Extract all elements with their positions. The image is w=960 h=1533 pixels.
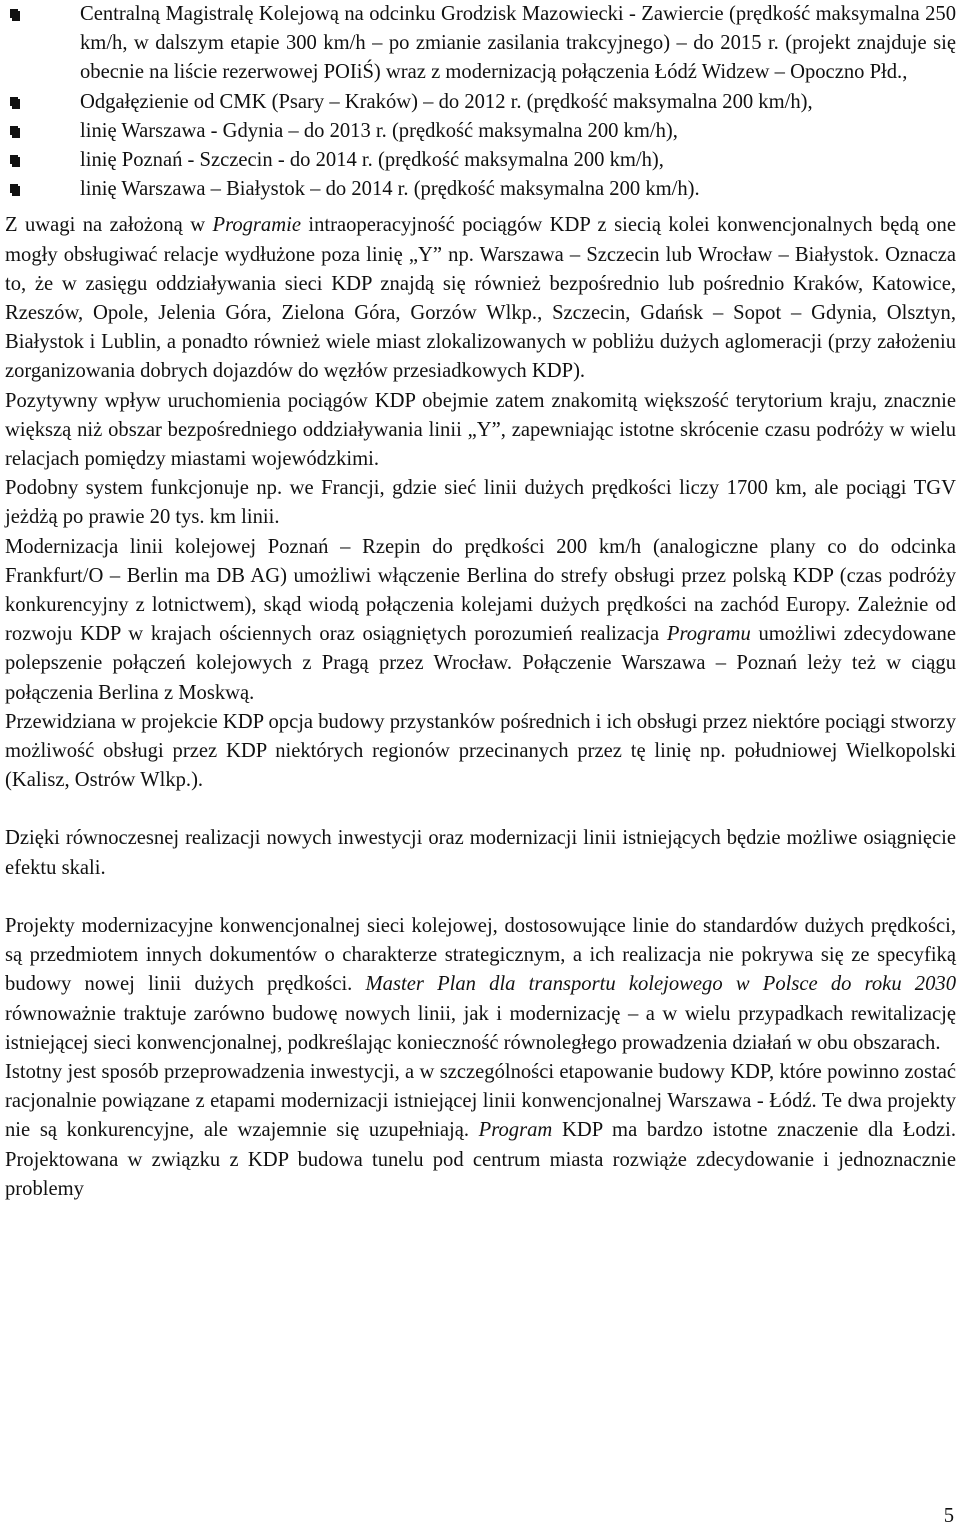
italic-text: Program bbox=[478, 1119, 553, 1142]
text-run: Modernizacja linii kolejowej Poznań – Rzepin do prędkości 200 km/h (analogiczne plany co do odcinka Frankfurt/O – Berlin ma DB AG) umożliwi włączenie Berlina do strefy obsługi przez polską KDP (czas podróży konkurencyjny z lotnictwem), skąd wiodą połączenia kolejami dużych prędkości na zachód Europy. Zależnie od rozwoju KDP w krajach ościennych oraz osiągniętych porozumień realizacja bbox=[5, 535, 956, 646]
list-item bbox=[5, 117, 956, 146]
list-item-text: Odgałęzienie od CMK (Psary – Kraków) – do 2012 r. (prędkość maksymalna 200 km/h), bbox=[80, 90, 813, 113]
square-bullet-icon bbox=[10, 9, 20, 21]
text-run: Z uwagi na założoną w bbox=[5, 214, 213, 237]
text-run: intraoperacyjność pociągów KDP z siecią kolei konwencjonalnych będą one mogły obsługiwać relacje wydłużone poza linię „Y” np. Warszawa – Szczecin lub Wrocław – Białystok. Oznacza to, że w zasięgu oddziaływania sieci KDP znajdą się również bezpośrednio lub pośrednio Kraków, Katowice, Rzeszów, Opole, Jelenia Góra, Zielona Góra, Gorzów Wlkp., Szczecin, Gdańsk – Sopot – Gdynia, Olsztyn, Białystok i Lublin, a ponadto również wiele miast zlokalizowanych w pobliżu dużych aglomeracji (przy założeniu zorganizowania dobrych dojazdów do węzłów przesiadkowych KDP). bbox=[5, 214, 956, 383]
list-item-text: linię Warszawa - Gdynia – do 2013 r. (prędkość maksymalna 200 km/h), bbox=[80, 119, 678, 142]
square-bullet-icon bbox=[10, 126, 20, 138]
italic-text: Programu bbox=[666, 623, 751, 646]
bullet-list bbox=[5, 0, 956, 204]
list-item-text: linię Poznań - Szczecin - do 2014 r. (prędkość maksymalna 200 km/h), bbox=[80, 149, 664, 172]
paragraph-economies-of-scale: Dzięki równoczesnej realizacji nowych inwestycji oraz modernizacji linii istniejących będzie możliwe osiągnięcie efektu skali. bbox=[5, 827, 956, 879]
list-item bbox=[5, 88, 956, 117]
paragraph-kdp-interoperability bbox=[5, 211, 956, 386]
paragraph-modernization-projects bbox=[5, 912, 956, 1058]
paragraph-positive-impact: Pozytywny wpływ uruchomienia pociągów KDP obejmie zatem znakomitą większość terytorium kraju, znacznie większą niż obszar bezpośredniego oddziaływania linii „Y”, zapewniając istotne skrócenie czasu podróży w wielu relacjach pomiędzy miastami wojewódzkimi. bbox=[5, 389, 956, 471]
text-run: umożliwi zdecydowane polepszenie połączeń kolejowych z Pragą przez Wrocław. Połączenie Warszawa – Poznań leży też w ciągu połączenia Berlina z Moskwą. bbox=[5, 623, 956, 704]
square-bullet-icon bbox=[10, 97, 20, 109]
text-run: KDP ma bardzo istotne znaczenie dla Łodzi. Projektowana w związku z KDP budowa tunelu pod centrum miasta rozwiąże zdecydowanie i jednoznacznie problemy bbox=[5, 1119, 957, 1200]
paragraph-investment-staging bbox=[5, 1058, 956, 1204]
list-item bbox=[5, 175, 956, 204]
list-item bbox=[5, 0, 956, 88]
italic-text: Master Plan dla transportu kolejowego w Polsce do roku 2030 bbox=[365, 973, 956, 996]
paragraph-intermediate-stops: Przewidziana w projekcie KDP opcja budowy przystanków pośrednich i ich obsługi przez niektóre pociągi stworzy możliwość obsługi przez KDP niektórych regionów przecinanych przez tę linię np. południowej Wielkopolski (Kalisz, Ostrów Wlkp.). bbox=[5, 710, 956, 792]
text-run: Istotny jest sposób przeprowadzenia inwestycji, a w szczególności etapowanie budowy KDP, które powinno zostać racjonalnie powiązane z etapami modernizacji istniejącej linii konwencjonalnej Warszawa - Łódź. Te dwa projekty nie są konkurencyjne, ale wzajemnie się uzupełniają. bbox=[5, 1060, 956, 1142]
list-item bbox=[5, 146, 956, 175]
italic-text: Programie bbox=[212, 214, 301, 237]
paragraph-poznan-rzepin bbox=[5, 533, 956, 708]
page-number: 5 bbox=[943, 1505, 954, 1527]
paragraph-france-example: Podobny system funkcjonuje np. we Francji, gdzie sieć linii dużych prędkości liczy 1700 km, ale pociągi TGV jeżdżą po prawie 20 tys. km linii. bbox=[5, 477, 956, 529]
text-run: Projekty modernizacyjne konwencjonalnej sieci kolejowej, dostosowujące linie do standardów dużych prędkości, są przedmiotem innych dokumentów o charakterze strategicznym, a ich realizacja nie pokrywa się ze specyfiką budowy nowej linii dużych prędkości. bbox=[5, 914, 956, 996]
square-bullet-icon bbox=[10, 155, 20, 167]
text-run: równoważnie traktuje zarówno budowę nowych linii, jak i modernizację – a w wielu przypadkach rewitalizację istniejącej sieci konwencjonalnej, podkreślając konieczność równoległego prowadzenia działań w obu obszarach. bbox=[5, 1002, 956, 1054]
list-item-text: linię Warszawa – Białystok – do 2014 r. (prędkość maksymalna 200 km/h). bbox=[80, 178, 700, 201]
square-bullet-icon bbox=[10, 184, 20, 196]
list-item-text: Centralną Magistralę Kolejową na odcinku Grodzisk Mazowiecki - Zawiercie (prędkość maksymalna 250 km/h, w dalszym etapie 300 km/h – po zmianie zasilania trakcyjnego) – do 2015 r. (projekt znajduje się obecnie na liście rezerwowej POIiŚ) wraz z modernizacją połączenia Łódź Widzew – Opoczno Płd., bbox=[80, 3, 956, 84]
